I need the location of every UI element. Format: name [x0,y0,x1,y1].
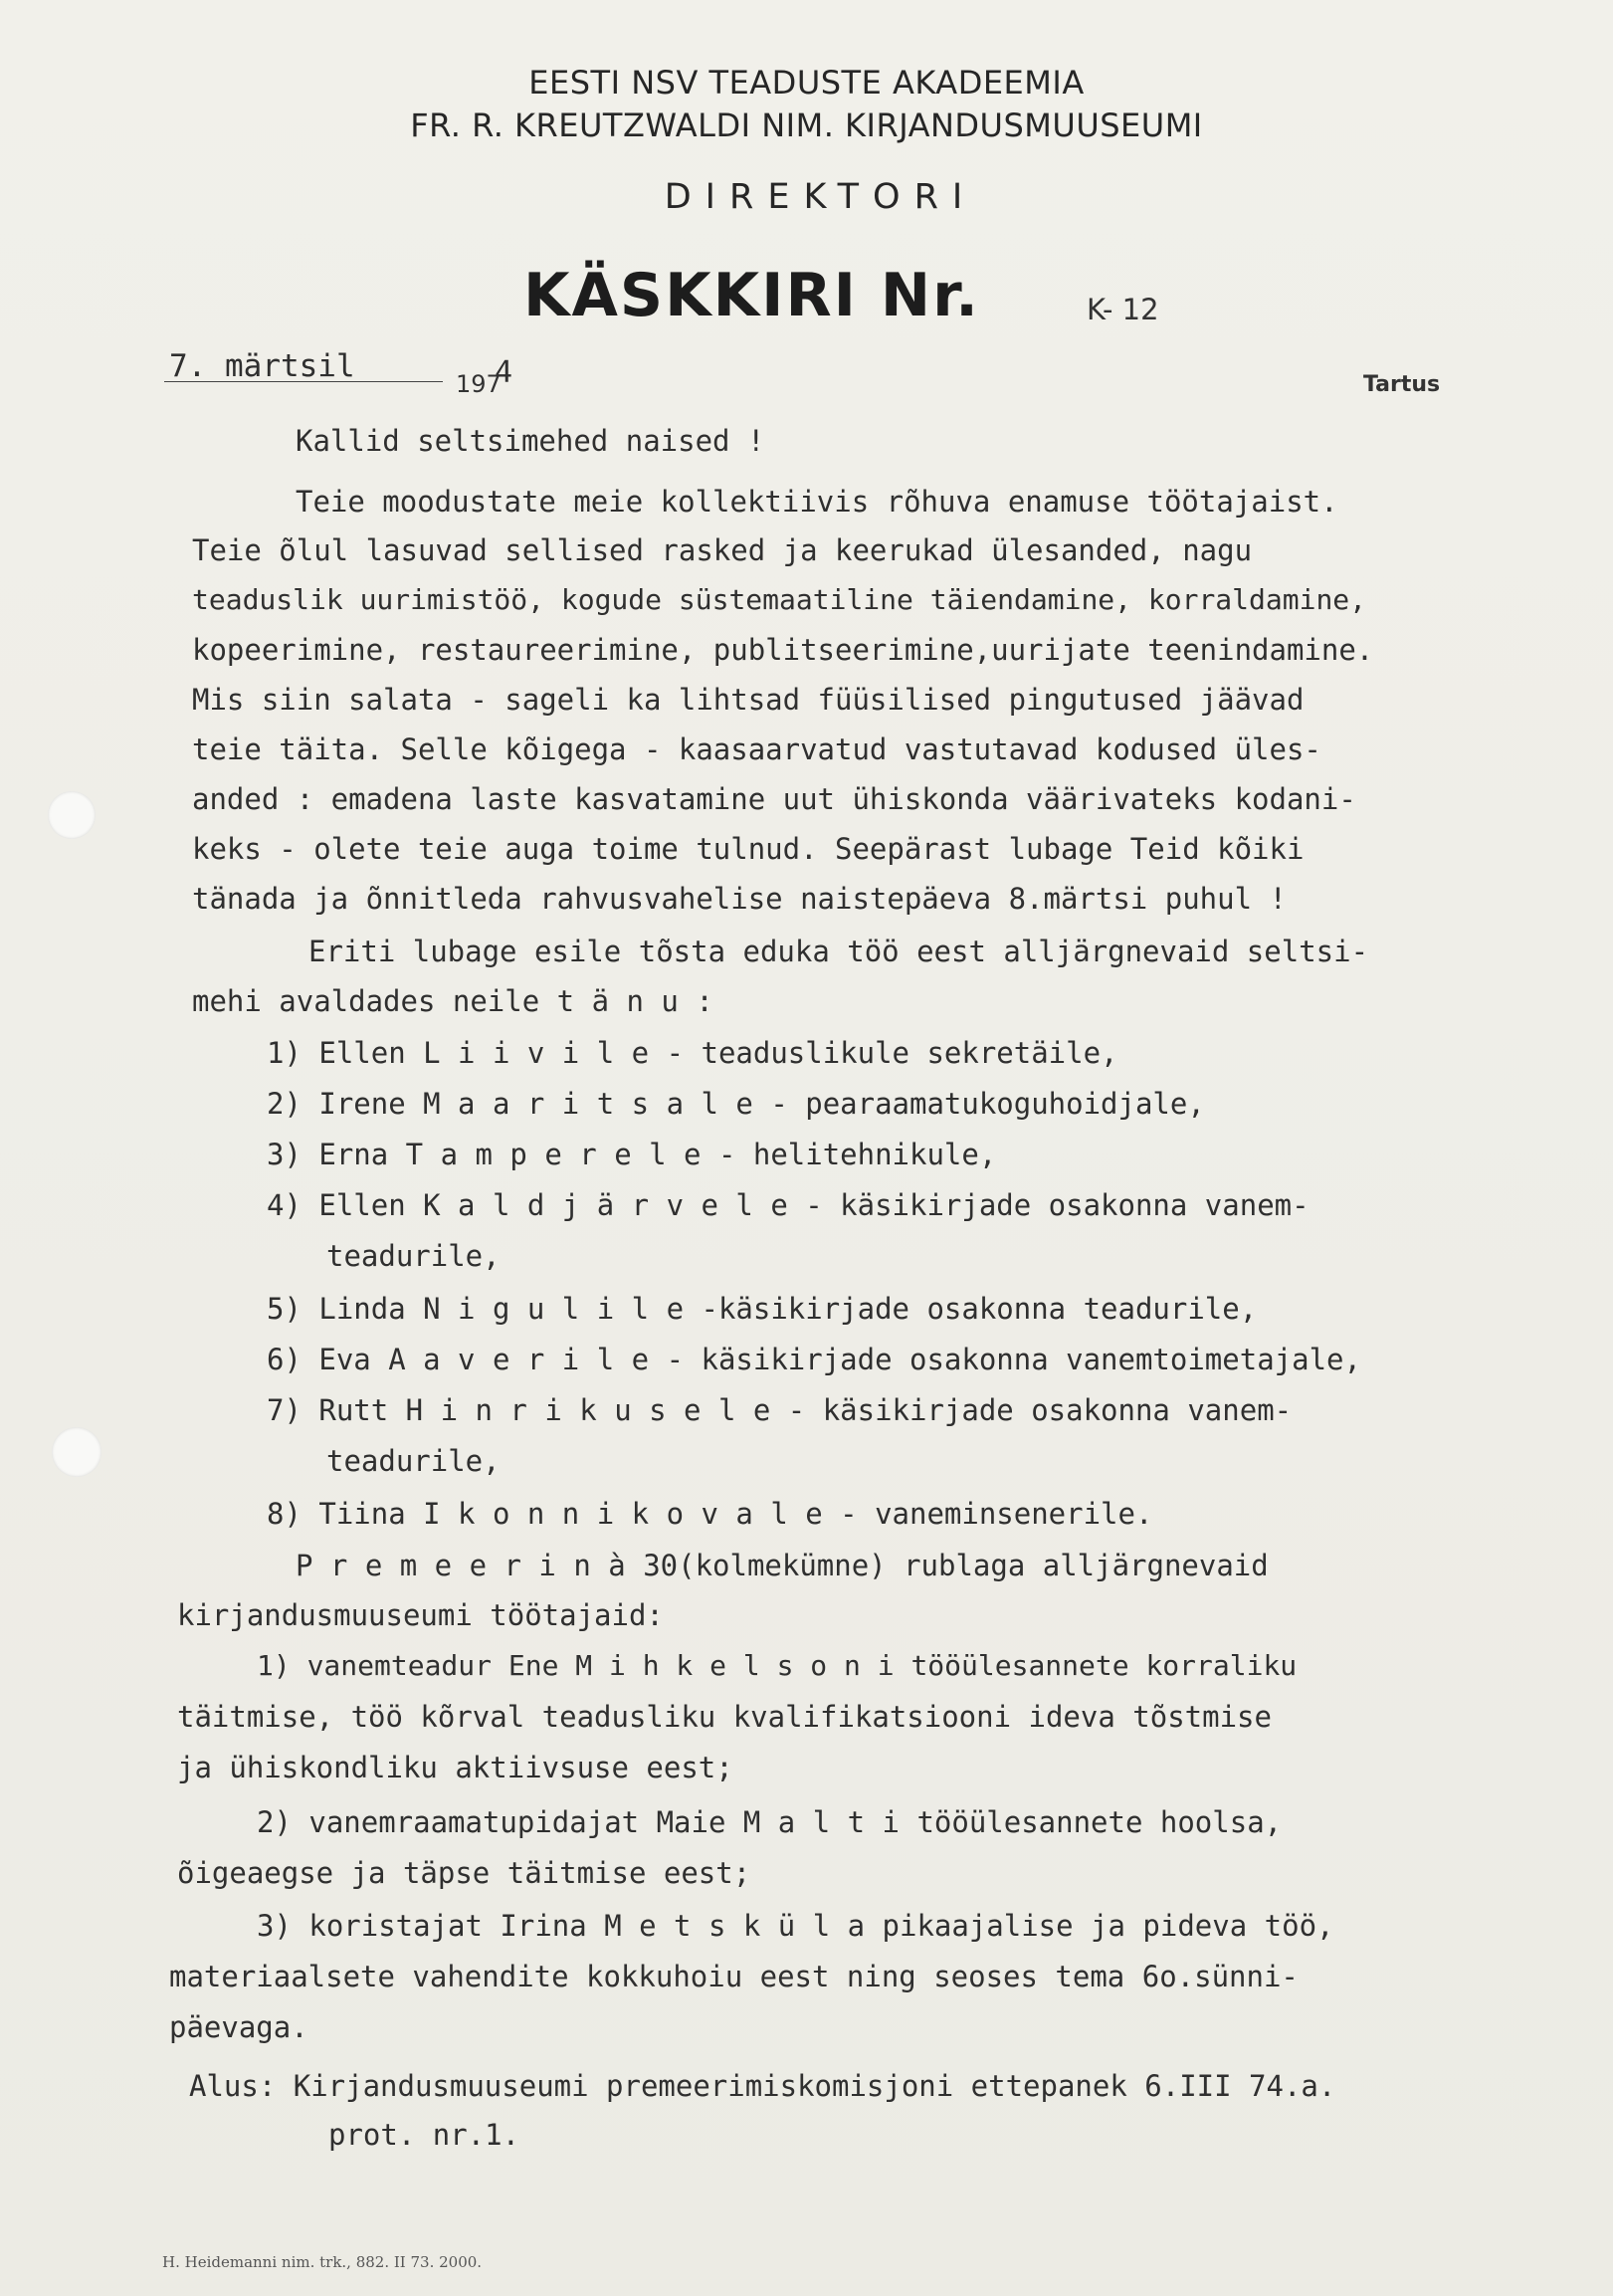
office-heading: DIREKTORI [664,177,977,217]
body-line: kopeerimine, restaureerimine, publitseerimine,uurijate teenindamine. [192,633,1374,667]
body-line: P r e m e e r i n à 30(kolmekümne) rublaga alljärgnevaid [296,1549,1269,1582]
body-line: Teie õlul lasuvad sellised rasked ja keerukad ülesanded, nagu [192,533,1253,567]
list-item: 4) Ellen K a l d j ä r v e l e - käsikirjade osakonna vanem- [267,1188,1310,1222]
date-underline [164,381,443,382]
body-line: Teie moodustate meie kollektiivis rõhuva enamuse töötajaist. [296,485,1338,519]
document-title: KÄSKKIRI Nr. [523,261,980,330]
punch-hole-bottom [52,1427,101,1477]
punch-hole-top [48,791,96,839]
basis-line: prot. nr.1. [328,2118,520,2152]
list-item-continuation: päevaga. [169,2010,308,2044]
body-line: keks - olete teie auga toime tulnud. Seepärast lubage Teid kõiki [192,832,1305,866]
order-number: K- 12 [1087,293,1159,326]
list-item: 6) Eva A a v e r i l e - käsikirjade osakonna vanemtoimetajale, [267,1343,1361,1376]
basis-line: Alus: Kirjandusmuuseumi premeerimiskomisjoni ettepanek 6.III 74.a. [189,2069,1336,2103]
museum-heading: FR. R. KREUTZWALDI NIM. KIRJANDUSMUUSEUMI [410,106,1203,144]
list-item-continuation: materiaalsete vahendite kokkuhoiu eest ning seoses tema 6o.sünni- [169,1960,1299,1993]
list-item: 8) Tiina I k o n n i k o v a l e - vaneminsenerile. [267,1497,1153,1531]
typed-year-digit: 4 [495,355,513,390]
body-line: Mis siin salata - sageli ka lihtsad füüsilised pingutused jäävad [192,683,1305,717]
list-item-continuation: ja ühiskondliku aktiivsuse eest; [177,1751,733,1784]
body-line: teie täita. Selle kõigega - kaasaarvatud vastutavad kodused üles- [192,732,1321,766]
list-item: 7) Rutt H i n r i k u s e l e - käsikirjade osakonna vanem- [267,1393,1293,1427]
list-item-continuation: teadurile, [326,1239,501,1273]
body-line: tänada ja õnnitleda rahvusvahelise naistepäeva 8.märtsi puhul ! [192,882,1287,916]
body-line: mehi avaldades neile t ä n u : [192,984,713,1018]
body-line: teaduslik uurimistöö, kogude süstemaatiline täiendamine, korraldamine, [192,583,1367,616]
printed-year: 197 [456,370,502,398]
list-item: 3) koristajat Irina M e t s k ü l a pikaajalise ja pideva töö, [257,1909,1334,1943]
list-item-continuation: õigeaegse ja täpse täitmise eest; [177,1856,751,1890]
body-line: anded : emadena laste kasvatamine uut ühiskonda väärivateks kodani- [192,782,1356,816]
order-date: 7. märtsil [169,348,355,384]
list-item: 5) Linda N i g u l i l e -käsikirjade osakonna teadurile, [267,1292,1258,1326]
list-item: 1) Ellen L i i v i l e - teaduslikule sekretäile, [267,1036,1118,1070]
list-item: 1) vanemteadur Ene M i h k e l s o n i tööülesannete korraliku [257,1649,1298,1682]
list-item-continuation: teadurile, [326,1444,501,1478]
academy-heading: EESTI NSV TEADUSTE AKADEEMIA [528,64,1085,102]
body-line: Kallid seltsimehed naised ! [296,424,765,458]
list-item-continuation: täitmise, töö kõrval teadusliku kvalifikatsiooni ideva tõstmise [177,1700,1272,1734]
place-name: Tartus [1363,372,1441,397]
list-item: 2) Irene M a a r i t s a l e - pearaamatukoguhoidjale, [267,1087,1205,1121]
body-line: Eriti lubage esile tõsta eduka töö eest alljärgnevaid seltsi- [308,935,1369,968]
body-line: kirjandusmuuseumi töötajaid: [177,1598,664,1632]
list-item: 2) vanemraamatupidajat Maie M a l t i tööülesannete hoolsa, [257,1805,1283,1839]
list-item: 3) Erna T a m p e r e l e - helitehnikule, [267,1138,997,1171]
printer-imprint: H. Heidemanni nim. trk., 882. II 73. 2000. [162,2253,483,2271]
